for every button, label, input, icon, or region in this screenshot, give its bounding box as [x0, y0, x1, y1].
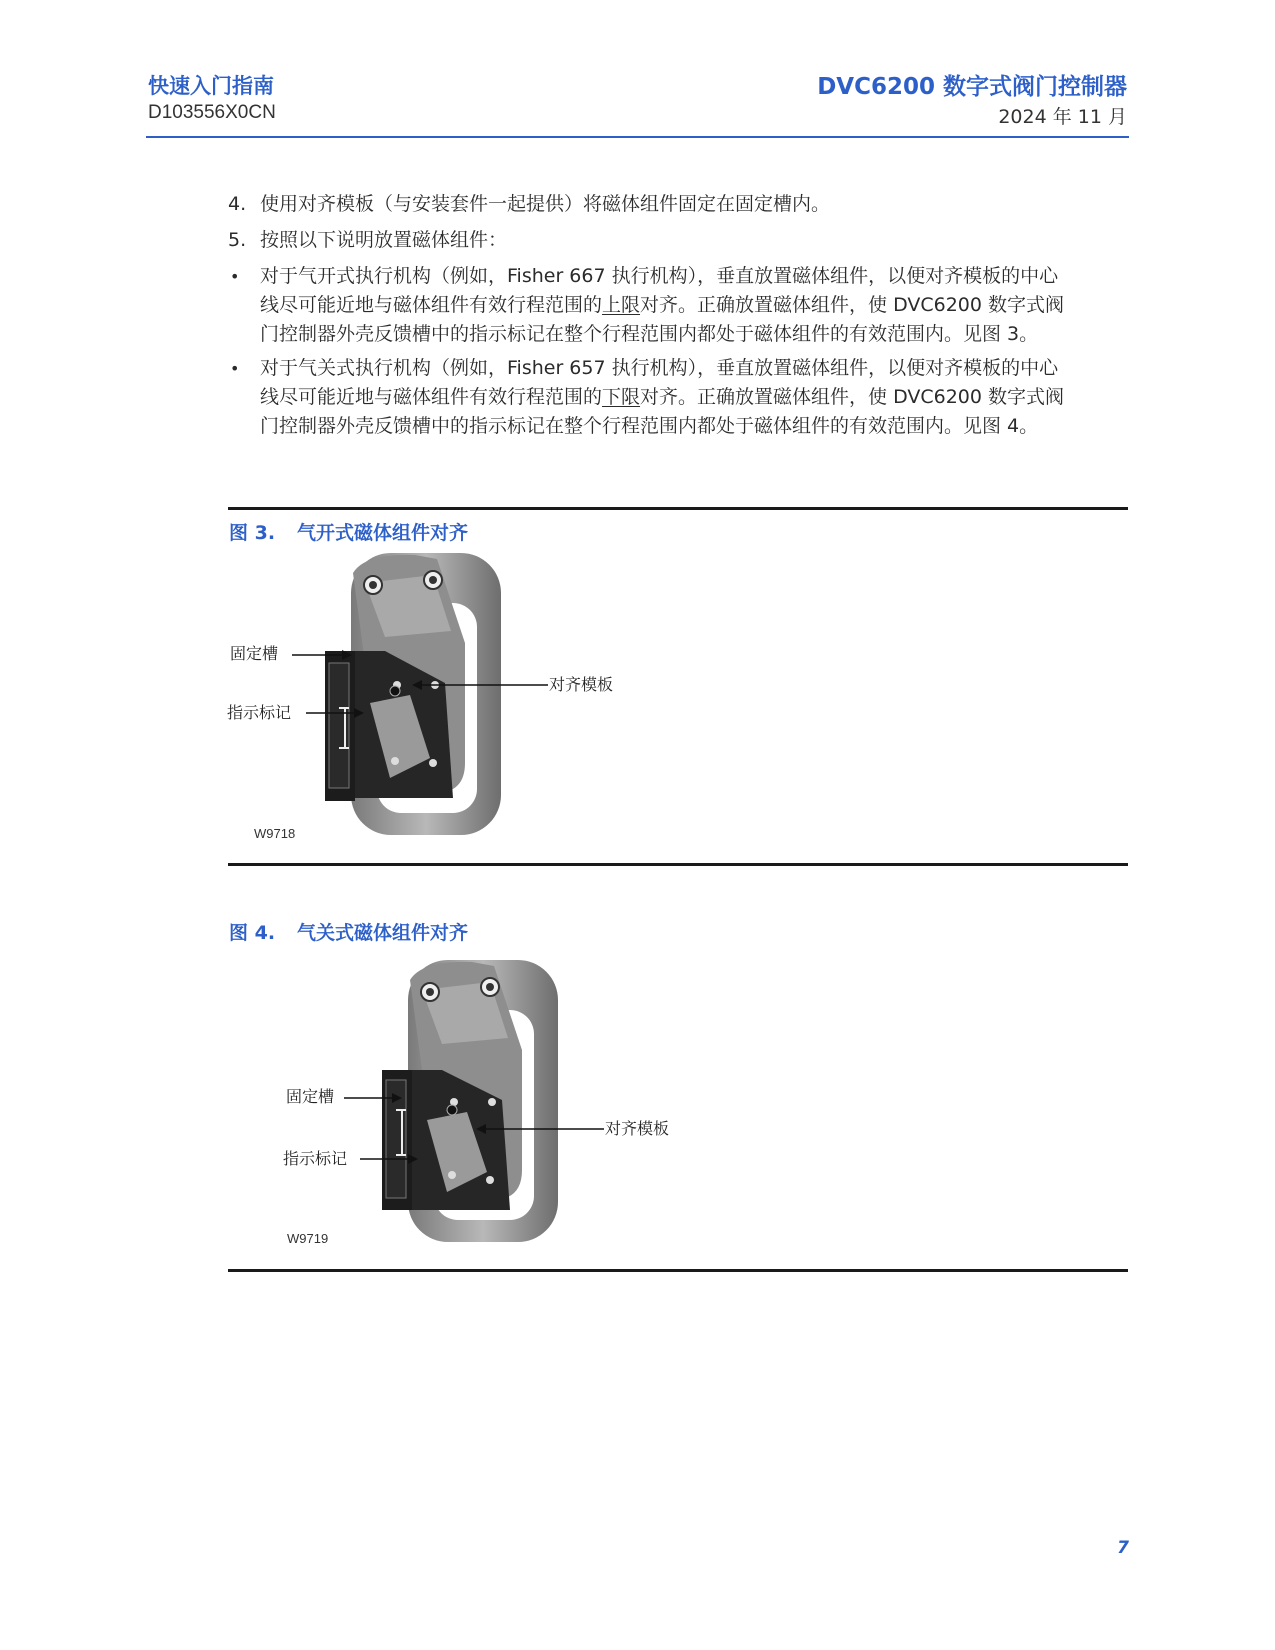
emphasis-upper-limit: 上限 [602, 294, 641, 316]
figure-number: 图 4. [229, 922, 276, 944]
bullet-line: 线尽可能近地与磁体组件有效行程范围的 [260, 386, 603, 408]
step-4 [228, 190, 1128, 219]
arrow-alignment-template [476, 1122, 604, 1136]
figure-3-photo [325, 553, 525, 835]
callout-alignment-template: 对齐模板 [605, 1119, 670, 1138]
guide-title: 快速入门指南 [148, 74, 274, 98]
publication-date: 2024 年 11 月 [998, 106, 1127, 128]
callout-retaining-slot: 固定槽 [230, 644, 279, 663]
figure-4-title [229, 918, 468, 945]
figure-3-id: W9718 [254, 826, 296, 841]
document-number: D103556X0CN [148, 102, 276, 123]
bullet-air-close [228, 354, 1128, 441]
bullet-line: 对于气关式执行机构（例如，Fisher 657 执行机构），垂直放置磁体组件，以便对齐模板的中心 [260, 357, 1059, 379]
step-text: 按照以下说明放置磁体组件： [260, 229, 508, 251]
callout-retaining-slot: 固定槽 [286, 1087, 335, 1106]
emphasis-lower-limit: 下限 [602, 386, 641, 408]
arrow-alignment-template [412, 678, 548, 692]
figure-3-top-rule [228, 507, 1128, 510]
callout-index-mark: 指示标记 [227, 703, 292, 722]
arrow-index-mark [360, 1152, 418, 1166]
figure-4-bottom-rule [228, 1269, 1128, 1272]
bullet-line: 对齐。正确放置磁体组件，使 DVC6200 数字式阀 [640, 386, 1065, 408]
step-number: 5. [228, 229, 247, 251]
figure-caption: 气开式磁体组件对齐 [297, 522, 469, 544]
bullet-line: 对齐。正确放置磁体组件，使 DVC6200 数字式阀 [640, 294, 1065, 316]
bullet-air-open [228, 262, 1128, 349]
step-number: 4. [228, 193, 247, 215]
figure-3-title [229, 518, 468, 545]
header-rule [146, 136, 1129, 138]
figure-4-photo [382, 960, 582, 1242]
figure-3-bottom-rule [228, 863, 1128, 866]
bullet-line: 对于气开式执行机构（例如，Fisher 667 执行机构），垂直放置磁体组件，以便对齐模板的中心 [260, 265, 1059, 287]
callout-index-mark: 指示标记 [283, 1149, 348, 1168]
arrow-retaining-slot [344, 1091, 402, 1105]
bullet-symbol: • [230, 267, 240, 286]
bullet-line: 门控制器外壳反馈槽中的指示标记在整个行程范围内都处于磁体组件的有效范围内。见图 4。 [260, 415, 1039, 437]
figure-caption: 气关式磁体组件对齐 [297, 922, 469, 944]
step-5 [228, 226, 1128, 255]
bullet-line: 线尽可能近地与磁体组件有效行程范围的 [260, 294, 603, 316]
bullet-line: 门控制器外壳反馈槽中的指示标记在整个行程范围内都处于磁体组件的有效范围内。见图 3。 [260, 323, 1039, 345]
product-title: DVC6200 数字式阀门控制器 [817, 74, 1127, 100]
figure-number: 图 3. [229, 522, 276, 544]
figure-4-id: W9719 [287, 1231, 329, 1246]
step-text: 使用对齐模板（与安装套件一起提供）将磁体组件固定在固定槽内。 [260, 193, 831, 215]
arrow-index-mark [306, 706, 364, 720]
arrow-retaining-slot [292, 648, 352, 662]
callout-alignment-template: 对齐模板 [549, 675, 614, 694]
bullet-symbol: • [230, 359, 240, 378]
page-number: 7 [1117, 1538, 1129, 1558]
